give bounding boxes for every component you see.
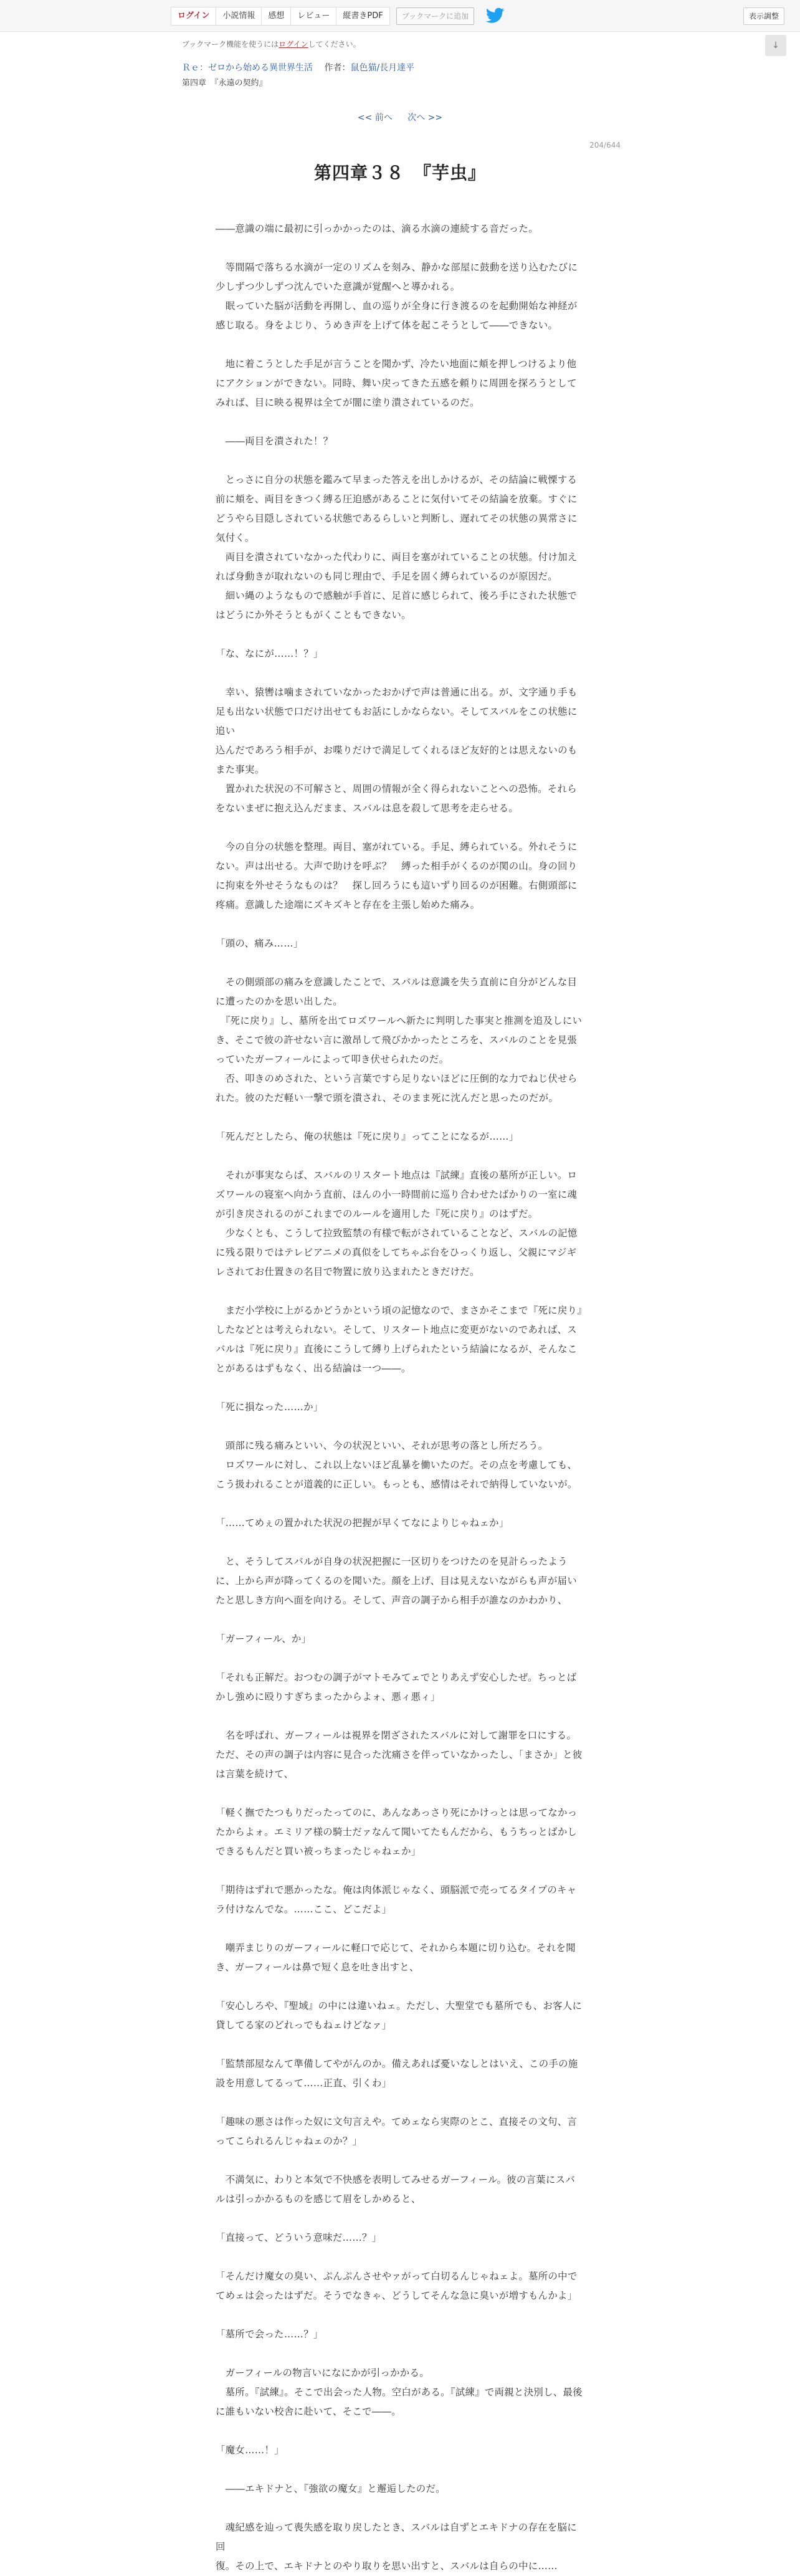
blank-line	[216, 1784, 583, 1803]
body-paragraph: 「直接って、どういう意味だ……？」	[216, 2232, 382, 2243]
novel-info-link[interactable]: 小説情報	[216, 7, 262, 25]
blank-line	[216, 915, 583, 934]
body-paragraph: 地に着こうとした手足が言うことを聞かず、冷たい地面に頬を押しつけるより他にアクションができない。同時、舞い戻ってきた五感を頼りに周囲を探ろうとしてみれば、目に映る視界は全てが闇に塗り潰されているのだ。	[216, 358, 577, 408]
body-paragraph: 少なくとも、こうして拉致監禁の有様で転がされていることなど、スバルの記憶に残る限りではテレビアニメの真似をしてちゃぶ台をひっくり返し、父親にマジギレされてお仕置きの名目で物置に放り込まれたときだけだ。	[216, 1228, 578, 1277]
blank-line	[216, 1649, 583, 1668]
impressions-link[interactable]: 感想	[262, 7, 291, 25]
blank-line	[216, 1378, 583, 1398]
body-paragraph: 否、叩きのめされた、という言葉ですら足りないほどに圧倒的な力でねじ伏せられた。彼のただ軽い一撃で頭を潰され、そのまま死に沈んだと思ったのだが。	[216, 1073, 578, 1104]
blank-line	[216, 2421, 583, 2441]
twitter-bird-icon[interactable]	[486, 7, 505, 24]
novel-title-link[interactable]: Ｒｅ：ゼロから始める異世界生活	[182, 63, 313, 73]
chapter-name: 第四章 『永遠の契約』	[182, 79, 267, 88]
body-paragraph: 「死んだとしたら、俺の状態は『死に戻り』ってことになるが……」	[216, 1131, 519, 1142]
blank-line	[216, 2035, 583, 2054]
notice-prefix: ブックマーク機能を使うには	[182, 40, 279, 49]
body-paragraph: 等間隔で落ちる水滴が一定のリズムを刻み、静かな部屋に鼓動を送り込むたびに少しずつ少しずつ沈んでいた意識が覚醒へと導かれる。	[216, 262, 578, 292]
body-paragraph: 「死に損なった……か」	[216, 1401, 323, 1413]
body-paragraph: 「監禁部屋なんて準備してやがんのか。備えあれば憂いなしとはいえ、この手の施設を用意してるって……正直、引くわ」	[216, 2058, 578, 2089]
body-paragraph: ガーフィールの物言いになにかが引っかかる。	[216, 2367, 429, 2378]
body-paragraph: ロズワールに対し、これ以上ないほど乱暴を働いたのだ。その点を考慮しても、こう扱われることが道義的に正しい。もっとも、感情はそれで納得していないが。	[216, 1459, 578, 1490]
body-paragraph: 「頭の、痛み……」	[216, 938, 303, 949]
blank-line	[216, 818, 583, 837]
body-paragraph: ――意識の端に最初に引っかかったのは、滴る水滴の連続する音だった。	[216, 223, 538, 234]
body-paragraph: 両目を潰されていなかった代わりに、両目を塞がれていることの状態。付け加えれば身動きが取れないのも同じ理由で、手足を固く縛られているのが原因だ。	[216, 551, 578, 582]
next-episode-link[interactable]: 次へ >>	[407, 113, 443, 123]
blank-line	[216, 1861, 583, 1881]
blank-line	[216, 1494, 583, 1514]
body-paragraph: まだ小学校に上がるかどうかという頃の記憶なので、まさかそこまで『死に戻り』したなどとは考えられない。そして、リスタート地点に変更がないのであれば、スバルは『死に戻り』直後にこうして縛り上げられたという結論になるが、そんなことがあるはずもなく、出る結論は一つ――。	[216, 1305, 583, 1374]
body-paragraph: 「魔女……！」	[216, 2445, 284, 2456]
blank-line	[216, 2499, 583, 2518]
blank-line	[216, 1417, 583, 1436]
episode-progress: 204/644	[589, 141, 621, 150]
body-paragraph: 「期待はずれで悪かったな。俺は肉体派じゃなく、頭脳派で売ってるタイプのキャラ付けなんでな。……ここ、どこだよ」	[216, 1884, 577, 1915]
body-paragraph: ――エキドナと、『強欲の魔女』と邂逅したのだ。	[216, 2483, 445, 2494]
episode-pager	[0, 111, 800, 123]
body-paragraph: 置かれた状況の不可解さと、周囲の情報が全く得られないことへの恐怖。それらをないまぜに抱え込んだまま、スバルは息を殺して思考を走らせる。	[216, 783, 577, 814]
body-paragraph: 復。その上で、エキドナとのやり取りを思い出すと、スバルは自らの中に……	[216, 2560, 558, 2572]
blank-line	[216, 1108, 583, 1127]
blank-line	[216, 1147, 583, 1166]
login-notice	[182, 39, 361, 49]
vertical-pdf-link[interactable]: 縦書きPDF	[343, 11, 383, 21]
blank-line	[216, 1977, 583, 1996]
blank-line	[216, 2248, 583, 2267]
scroll-down-button[interactable]	[765, 35, 786, 56]
body-paragraph: と、そうしてスバルが自身の状況把握に一区切りをつけたのを見計らったように、上から声が降ってくるのを聞いた。顔を上げ、目は見えないながらも声が届いたと思しき方向へ面を向ける。そして、声音の調子から相手が誰なのかわかり、	[216, 1556, 577, 1606]
body-paragraph: 細い縄のようなもので感触が手首に、足首に感じられて、後ろ手にされた状態ではどうにか外そうともがくこともできない。	[216, 590, 578, 621]
prev-episode-link[interactable]: << 前へ	[357, 113, 393, 123]
body-paragraph: 「墓所で会った……？」	[216, 2329, 323, 2340]
blank-line	[216, 2460, 583, 2479]
breadcrumb	[182, 61, 414, 74]
author-link[interactable]: 鼠色猫/長月達平	[350, 63, 415, 73]
header-nav-group	[171, 7, 390, 26]
body-paragraph: 「安心しろや、『聖域』の中には違いねェ。ただし、大聖堂でも墓所でも、お客人に貸してる家のどれっでもねェけどなァ」	[216, 2000, 583, 2031]
body-paragraph: 頭部に残る痛みといい、今の状況といい、それが思考の落とし所だろう。	[216, 1440, 548, 1451]
author-label: 作者：	[324, 63, 351, 73]
body-paragraph: 「そんだけ魔女の臭い、ぷんぷんさせやァがって白切るんじゃねェよ。墓所の中でてめェは会ったはずだ。そうでなきゃ、どうしてそんな急に臭いが増すもんかよ」	[216, 2271, 578, 2301]
body-paragraph: 幸い、猿轡は噛まされていなかったおかげで声は普通に出る。が、文字通り手も足も出ない状態で口だけ出せてもお話にしかならない。そしてスバルをこの状態に追い	[216, 687, 578, 737]
body-paragraph: それが事実ならば、スバルのリスタート地点は『試練』直後の墓所が正しい。ロズワールの寝室へ向かう直前、ほんの小一時間前に巡り合わせたばかりの一室に魂が引き戻されるのがこれまでのルールを適用した『死に戻り』のはずだ。	[216, 1170, 578, 1219]
blank-line	[216, 1610, 583, 1629]
blank-line	[216, 451, 583, 470]
blank-line	[216, 1919, 583, 1939]
body-paragraph: 「それも正解だ。おつむの調子がマトモみてェでとりあえず安心したぜ。ちっとばかし強めに殴りすぎちまったからよォ、悪ィ悪ィ」	[216, 1672, 577, 1702]
body-paragraph: 「軽く撫でたつもりだったってのに、あんなあっさり死にかけっとは思ってなかったからよォ。エミリア様の騎士だァなんて聞いてたもんだから、もうちっとばかしできるもんだと買い被っちまったじゃねェか」	[216, 1807, 578, 1857]
display-settings-button[interactable]: 表示調整	[743, 7, 784, 25]
body-paragraph: 名を呼ばれ、ガーフィールは視界を閉ざされたスバルに対して謝罪を口にする。ただ、その声の調子は内容に見合った沈痛さを伴っていなかったし、「まさか」と彼は言葉を続けて、	[216, 1730, 583, 1780]
body-paragraph: 魂紀感を辿って喪失感を取り戻したとき、スバルは自ずとエキドナの存在を脳に回	[216, 2522, 577, 2552]
body-paragraph: 墓所。『試練』。そこで出会った人物。空白がある。『試練』で両親と決別し、最後に誰もいない校舎に赴いて、そこで――。	[216, 2387, 583, 2417]
body-paragraph: 嘲弄まじりのガーフィールに軽口で応じて、それから本題に切り込む。それを聞き、ガーフィールは鼻で短く息を吐き出すと、	[216, 1942, 576, 1973]
notice-suffix: してください。	[308, 40, 361, 49]
blank-line	[216, 2093, 583, 2112]
body-paragraph: 不満気に、わりと本気で不快感を表明してみせるガーフィール。彼の言葉にスバルは引っかかるものを感じて眉をしかめると、	[216, 2174, 576, 2205]
body-paragraph: 「な、なにが……！？」	[216, 648, 323, 659]
top-navigation-bar	[0, 0, 800, 32]
blank-line	[216, 1707, 583, 1726]
blank-line	[216, 2344, 583, 2364]
body-paragraph: 「趣味の悪さは作った奴に文句言えや。てめェなら実際のとこ、直接その文句、言ってこられるんじゃねェのか？」	[216, 2116, 578, 2147]
blank-line	[216, 2306, 583, 2325]
body-paragraph: ――両目を潰された！？	[216, 436, 333, 447]
blank-line	[216, 1533, 583, 1552]
blank-line	[216, 953, 583, 973]
blank-line	[216, 2151, 583, 2170]
blank-line	[216, 239, 583, 258]
blank-line	[216, 335, 583, 355]
add-bookmark-button[interactable]: ブックマークに追加	[396, 7, 474, 25]
arrow-down-icon: ↓	[772, 41, 779, 50]
blank-line	[216, 1282, 583, 1301]
novel-body	[216, 219, 583, 2576]
body-paragraph: 『死に戻り』し、墓所を出てロズワールへ新たに判明した事実と推測を追及しにいき、そこで彼の許せない言に激昂して飛びかかったところを、スバルのことを見張っていたガーフィールによって叩き伏せられたのだ。	[216, 1015, 583, 1065]
login-link[interactable]: ログイン	[171, 7, 216, 25]
blank-line	[216, 413, 583, 432]
body-paragraph: 今の自分の状態を整理。両目、塞がれている。手足、縛られている。外れそうにない。声は出せる。大声で助けを呼ぶ？ 縛った相手がくるのが関の山。身の回りに拘束を外せそうなものは？ 探し回ろうにも這いずり回るのが困難。右側頭部に疼痛。意識した途端にズキズキと存在を主張し始めた痛み。	[216, 841, 578, 910]
episode-title: 第四章３８ 『芋虫』	[313, 163, 486, 183]
body-paragraph: 込んだであろう相手が、お喋りだけで満足してくれるほど友好的とは思えないのもまた事実。	[216, 745, 578, 775]
body-paragraph: その側頭部の痛みを意識したことで、スバルは意識を失う直前に自分がどんな目に遭ったのかを思い出した。	[216, 976, 578, 1007]
notice-login-link[interactable]: ログイン	[279, 40, 308, 49]
body-paragraph: 「ガーフィール、か」	[216, 1633, 312, 1644]
body-paragraph: 「……てめぇの置かれた状況の把握が早くてなによりじゃねェか」	[216, 1517, 509, 1529]
blank-line	[216, 664, 583, 683]
blank-line	[216, 625, 583, 644]
body-paragraph: 眠っていた脳が活動を再開し、血の巡りが全身に行き渡るのを起動開始な神経が感じ取る。身をよじり、うめき声を上げて体を起こそうとして――できない。	[216, 300, 578, 331]
review-link[interactable]: レビュー	[291, 7, 336, 25]
body-paragraph: とっさに自分の状態を鑑みて早まった答えを出しかけるが、その結論に戦慄する前に頬を、両目をきつく縛る圧迫感があることに気付いてその結論を放棄。すぐにどうやら目隠しされている状態であるらしいと判断し、遅れてその状態の異常さに気付く。	[216, 474, 578, 543]
blank-line	[216, 2209, 583, 2228]
